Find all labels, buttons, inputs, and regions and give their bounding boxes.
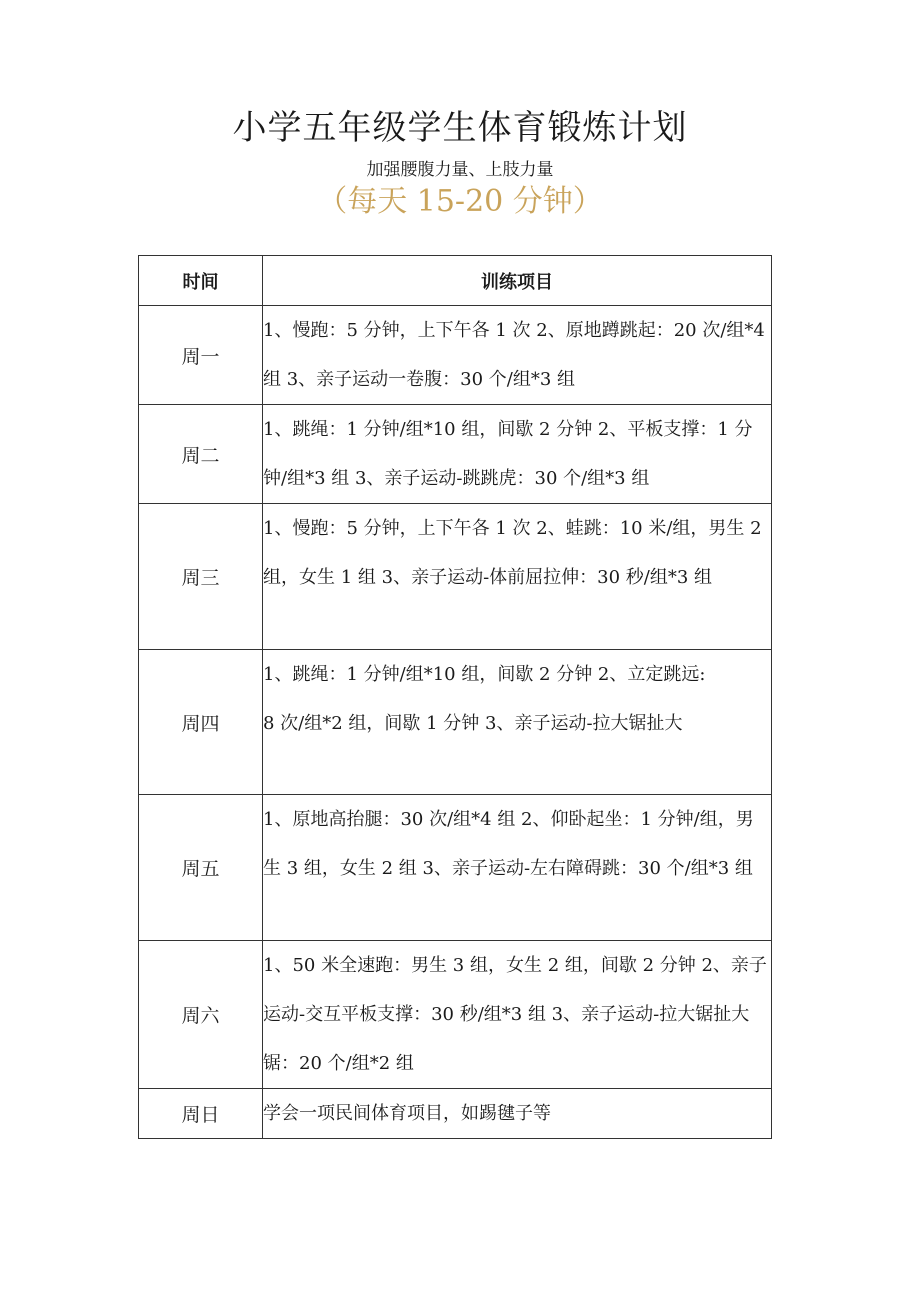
day-cell: 周一	[139, 306, 263, 405]
day-cell: 周日	[139, 1089, 263, 1139]
document-title: 小学五年级学生体育锻炼计划	[232, 108, 688, 148]
day-cell: 周三	[139, 504, 263, 650]
document-subtitle: 加强腰腹力量、上肢力量	[366, 160, 554, 180]
header-items: 训练项目	[263, 256, 772, 306]
table-row	[139, 1089, 772, 1139]
table-row	[139, 504, 772, 650]
items-cell	[263, 306, 772, 405]
table-row	[139, 405, 772, 504]
items-text: 1、50 米全速跑：男生 3 组，女生 2 组，间歇 2 分钟 2、亲子运动-交互平板支撑：30 秒/组*3 组 3、亲子运动-拉大锯扯大锯：20 个/组*2 组	[263, 955, 767, 1074]
items-cell	[263, 650, 772, 795]
day-cell: 周四	[139, 650, 263, 795]
duration-note: （每天 15-20 分钟）	[317, 184, 603, 219]
table-row	[139, 941, 772, 1089]
items-text: 1、慢跑：5 分钟，上下午各 1 次 2、原地蹲跳起：20 次/组*4 组 3、亲子运动一卷腹：30 个/组*3 组	[263, 320, 765, 390]
header-time: 时间	[139, 256, 263, 306]
day-cell: 周五	[139, 795, 263, 941]
items-cell	[263, 504, 772, 650]
day-cell: 周二	[139, 405, 263, 504]
table-row	[139, 795, 772, 941]
table-row	[139, 306, 772, 405]
table-header-row	[139, 256, 772, 306]
items-text: 1、慢跑：5 分钟，上下午各 1 次 2、蛙跳：10 米/组，男生 2 组，女生 1 组 3、亲子运动-体前屈拉伸：30 秒/组*3 组	[263, 518, 762, 588]
items-text: 1、跳绳：1 分钟/组*10 组，间歇 2 分钟 2、立定跳远:	[263, 664, 706, 685]
table-row	[139, 650, 772, 795]
day-cell: 周六	[139, 941, 263, 1089]
items-cell	[263, 1089, 772, 1139]
items-text: 1、跳绳：1 分钟/组*10 组，间歇 2 分钟 2、平板支撑：1 分钟/组*3 组 3、亲子运动-跳跳虎：30 个/组*3 组	[263, 419, 753, 489]
items-text: 1、原地高抬腿：30 次/组*4 组 2、仰卧起坐：1 分钟/组，男生 3 组，女生 2 组 3、亲子运动-左右障碍跳：30 个/组*3 组	[263, 809, 754, 879]
items-cell	[263, 795, 772, 941]
items-cell	[263, 405, 772, 504]
training-plan-table	[138, 255, 772, 1139]
items-cell	[263, 941, 772, 1089]
items-text: 8 次/组*2 组，间歇 1 分钟 3、亲子运动-拉大锯扯大	[263, 713, 683, 734]
items-text: 学会一项民间体育项目，如踢毽子等	[263, 1103, 551, 1124]
